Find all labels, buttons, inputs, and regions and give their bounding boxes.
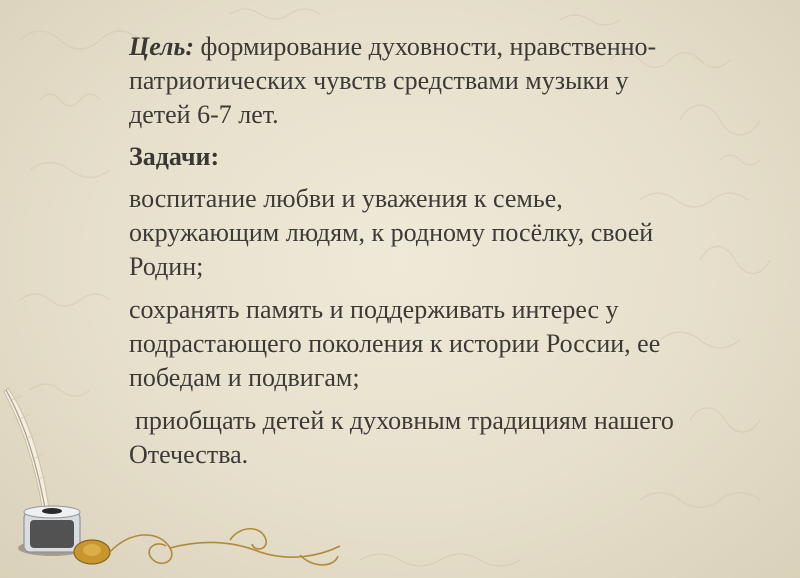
- goal-text: формирование духовности, нравственно-патриотических чувств средствами музыки у детей 6-7 лет.: [129, 32, 657, 129]
- task-item-1: воспитание любви и уважения к семье, окружающим людям, к родному посёлку, своей Родин;: [129, 184, 654, 281]
- tasks-label: Задачи:: [129, 142, 220, 171]
- task-item-2: сохранять память и поддерживать интерес у подрастающего поколения к истории России, ее победам и подвигам;: [129, 295, 661, 392]
- tasks-heading: [129, 140, 689, 174]
- task-item-3: приобщать детей к духовным традициям нашего Отечества.: [129, 406, 674, 469]
- slide-content: [129, 30, 689, 481]
- goal-paragraph: [129, 30, 689, 132]
- goal-label: Цель:: [129, 32, 194, 61]
